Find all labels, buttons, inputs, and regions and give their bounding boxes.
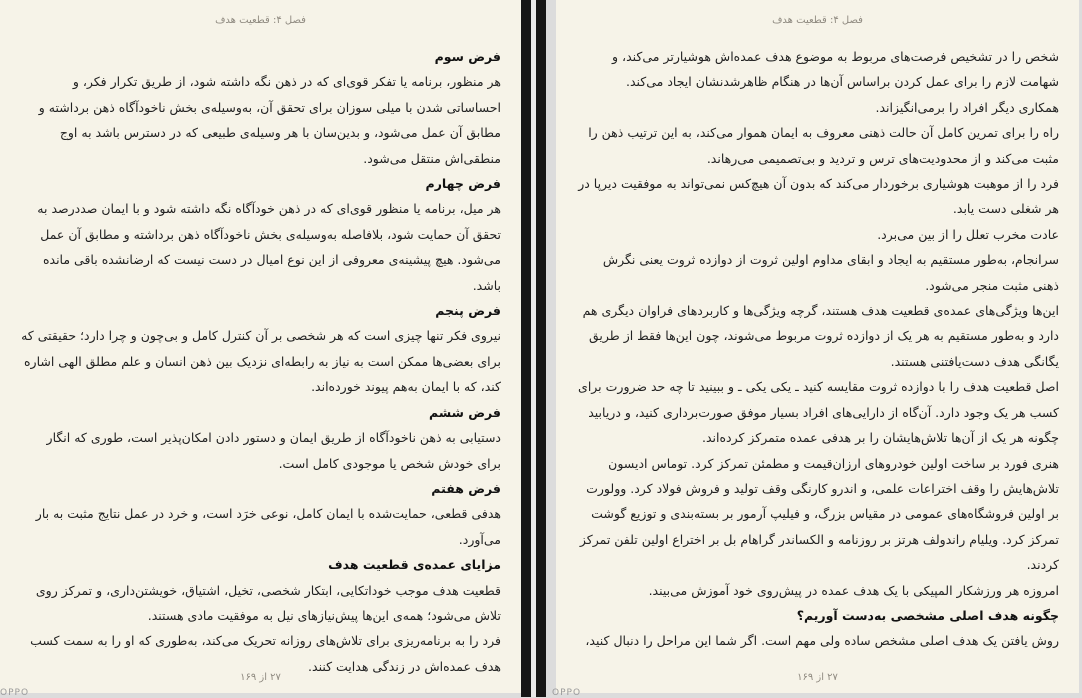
paragraph: هر میل، برنامه یا منظور قوی‌ای که در ذهن خودآگاه نگه داشته شود و با ایمان صددرصد به تحقق آن حمایت شود، بلافاصله به‌وسیله‌ی بخش ناخودآگاه ذهن برداشته و مطابق آن عمل می‌شود. هیچ پیشینه‌ی معروفی از این نوع امیال در دست نیست که ارضانشده باقی مانده باشد.: [37, 201, 501, 293]
section-heading: مزایای عمده‌ی قطعیت هدف: [328, 557, 501, 573]
paragraph: امروزه هر ورزشکار المپیکی با یک هدف عمده در پیش‌روی خود آموزش می‌بیند.: [648, 582, 1059, 598]
section-heading: فرض چهارم: [425, 176, 501, 192]
paragraph: هنری فورد بر ساخت اولین خودروهای ارزان‌قیمت و مطمئن تمرکز کرد. توماس ادیسون تلاش‌هایش را وقف اختراعات علمی، و اندرو کارنگی وقف تولید و فروش فولاد کرد. وولورت بر اولین فروشگاه‌های عمومی در مقیاس بزرگ، و فیلیپ آرمور بر بسته‌بندی و توزیع گوشت تمرکز کرد. ویلیام راندولف هرتز بر روزنامه و الکساندر گراهام بل بر اختراع اولین تلفن تمرکز کردند.: [579, 455, 1059, 573]
section-heading: فرض ششم: [429, 404, 501, 420]
paragraph: اصل قطعیت هدف را با دوازده ثروت مقایسه کنید ـ یکی یکی ـ و ببینید تا چه حد ضرورت برای کسب هر یک وجود دارد. آن‌گاه از دارایی‌های افراد بسیار موفق صورت‌برداری کنید، و دریابید چگونه هر یک از آن‌ها تلاش‌هایشان را بر هدفی عمده متمرکز کرده‌اند.: [578, 379, 1059, 446]
paragraph: همکاری دیگر افراد را برمی‌انگیزاند.: [875, 99, 1059, 115]
left-page: [0, 0, 521, 693]
page-number: ۲۷ از ۱۶۹: [240, 672, 281, 683]
paragraph: فرد را به برنامه‌ریزی برای تلاش‌های روزانه تحریک می‌کند، به‌طوری که او را به سمت کسب هدف عمده‌اش در زندگی هدایت کنند.: [30, 633, 501, 674]
page-text: [20, 44, 501, 679]
paragraph: نیروی فکر تنها چیزی است که هر شخصی بر آن کنترل کامل و بی‌چون و چرا دارد؛ حقیقتی که برای بعضی‌ها ممکن است به نیاز به رابطه‌ای نزدیک بین ذهن انسان و علم مطلق الهی اشاره کند، که با ایمان به‌هم پیوند خورده‌اند.: [21, 328, 501, 395]
paragraph: عادت مخرب تعلل را از بین می‌برد.: [877, 226, 1059, 242]
paragraph: راه را برای تمرین کامل آن حالت ذهنی معروف به ایمان هموار می‌کند، به این ترتیب ذهن را مثبت می‌کند و از محدودیت‌های ترس و تردید و بی‌تصمیمی می‌رهاند.: [588, 125, 1059, 166]
paragraph: هدفی قطعی، حمایت‌شده با ایمان کامل، نوعی خرَد است، و خرد در عمل نتایج مثبت به بار می‌آورد.: [35, 506, 501, 547]
paragraph: شخص را در تشخیص فرصت‌های مربوط به موضوع هدف عمده‌اش هوشیارتر می‌کند، و شهامت لازم را برای عمل کردن براساس آن‌ها در هنگام ظاهرشدنشان ایجاد می‌کند.: [612, 49, 1059, 90]
paragraph: قطعیت هدف موجب خوداتکایی، ابتکار شخصی، تخیل، اشتیاق، خویشتن‌داری، و تمرکز روی تلاش می‌شود؛ همه‌ی این‌ها پیش‌نیازهای نیل به موفقیت مادی هستند.: [35, 582, 501, 623]
right-page: [556, 0, 1079, 693]
paragraph: هر منظور، برنامه یا تفکر قوی‌ای که در ذهن نگه داشته شود، از طریق تکرار فکر، و احساساتی شدن با میلی سوزان برای تحقق آن، به‌وسیله‌ی بخش ناخودآگاه ذهن برداشته و مطابق آن عمل می‌شود، و بدین‌سان با هر وسیله‌ی طبیعی که در دسترس باشد به اوج منطقی‌اش منتقل می‌شود.: [38, 74, 501, 166]
paragraph: این‌ها ویژگی‌های عمده‌ی قطعیت هدف هستند، گرچه ویژگی‌ها و کاربردهای فراوان دیگری هم دارد و به‌طور مستقیم به هر یک از دوازده ثروت مربوط می‌شوند، چون این‌ها فقط از طریق یگانگی هدف دست‌یافتنی هستند.: [582, 303, 1059, 369]
page-gutter: [521, 0, 531, 697]
watermark-text: OPPO: [0, 688, 30, 698]
paragraph: سرانجام، به‌طور مستقیم به ایجاد و ابقای مداوم اولین ثروت از دوازده ثروت یعنی نگرش ذهنی مثبت منجر می‌شود.: [602, 252, 1059, 293]
chapter-header: فصل ۴: قطعیت هدف: [772, 15, 863, 26]
page-text: [576, 44, 1059, 654]
chapter-header: فصل ۴: قطعیت هدف: [215, 15, 306, 26]
section-heading: فرض سوم: [434, 49, 501, 64]
paragraph: دستیابی به ذهن ناخودآگاه از طریق ایمان و دستور دادن امکان‌پذیر است، طوری که انگار برای خودش شخص یا موجودی کامل است.: [46, 430, 501, 471]
page-gutter: [536, 0, 546, 697]
watermark-text: OPPO: [552, 688, 582, 698]
paragraph: روش یافتن یک هدف اصلی مشخص ساده ولی مهم است. اگر شما این مراحل را دنبال کنید،: [585, 633, 1059, 649]
section-heading: فرض هفتم: [431, 480, 501, 496]
section-heading: فرض پنجم: [435, 303, 501, 319]
page-number: ۲۷ از ۱۶۹: [797, 672, 838, 683]
paragraph: فرد را از موهبت هوشیاری برخوردار می‌کند که بدون آن هیچ‌کس نمی‌تواند به موفقیت دیرپا در هر شغلی دست یابد.: [578, 176, 1059, 217]
section-heading: چگونه هدف اصلی مشخصی به‌دست آوریم؟: [796, 607, 1059, 623]
